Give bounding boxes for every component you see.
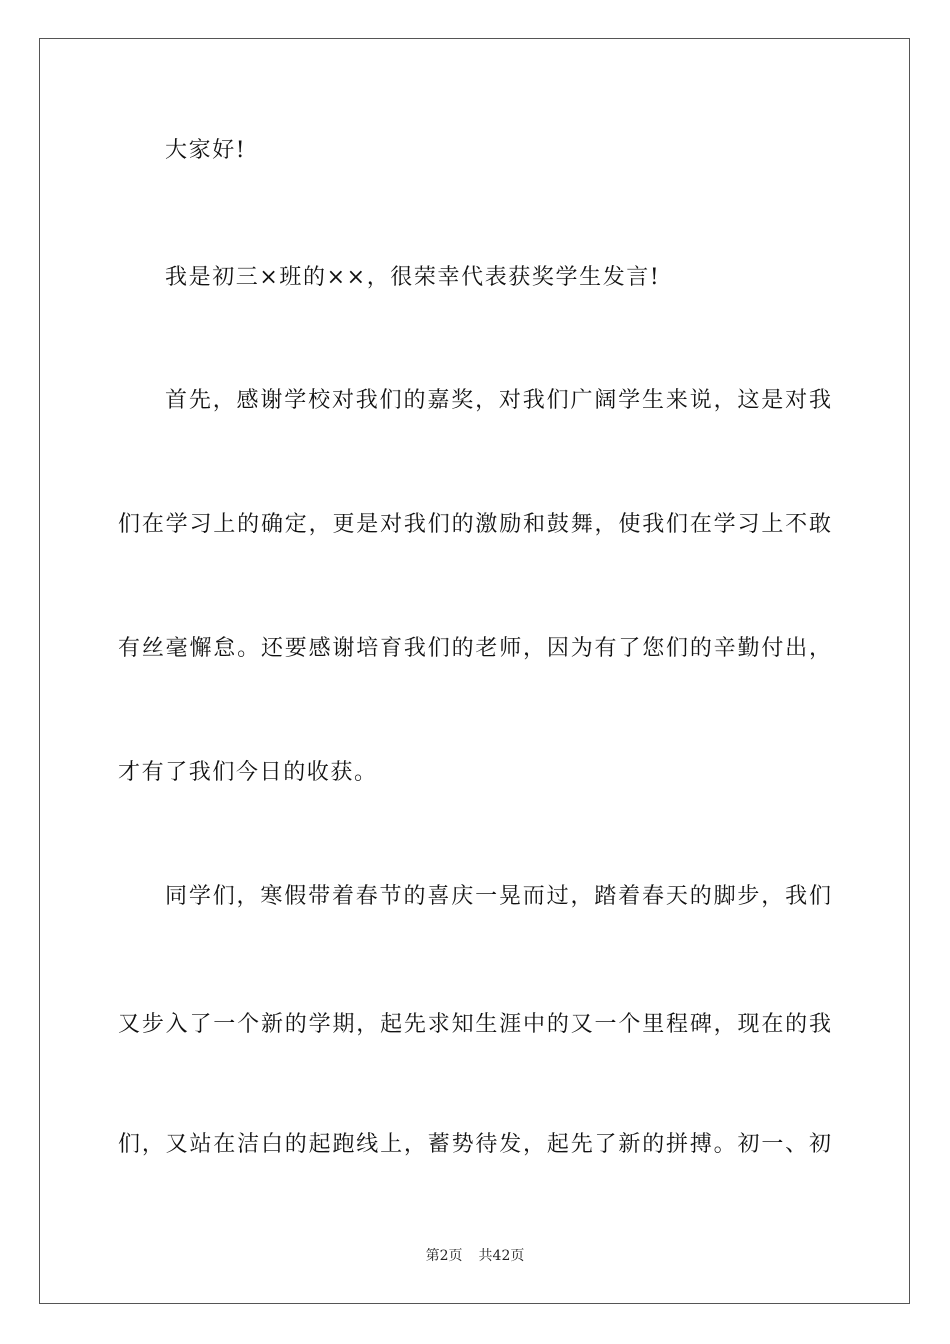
page-total: 共42页 (478, 1248, 525, 1264)
page-frame (39, 38, 910, 1304)
paragraph-line-greeting: 大家好! (165, 138, 247, 163)
paragraph-line: 又步入了一个新的学期，起先求知生涯中的又一个里程碑，现在的我 (118, 1012, 831, 1037)
paragraph-line: 们在学习上的确定，更是对我们的激励和鼓舞，使我们在学习上不敢 (118, 512, 831, 537)
page-number: 第2页 (425, 1248, 463, 1264)
paragraph-line: 们，又站在洁白的起跑线上，蓄势待发，起先了新的拼搏。初一、初 (118, 1132, 831, 1157)
paragraph-line: 同学们，寒假带着春节的喜庆一晃而过，踏着春天的脚步，我们 (165, 884, 831, 909)
paragraph-line-introduction: 我是初三×班的××，很荣幸代表获奖学生发言! (165, 265, 661, 290)
page-footer (0, 1247, 950, 1265)
paragraph-line: 首先，感谢学校对我们的嘉奖，对我们广阔学生来说，这是对我 (165, 388, 831, 413)
paragraph-line: 有丝毫懈怠。还要感谢培育我们的老师，因为有了您们的辛勤付出， (118, 636, 831, 661)
paragraph-line: 才有了我们今日的收获。 (118, 760, 378, 785)
